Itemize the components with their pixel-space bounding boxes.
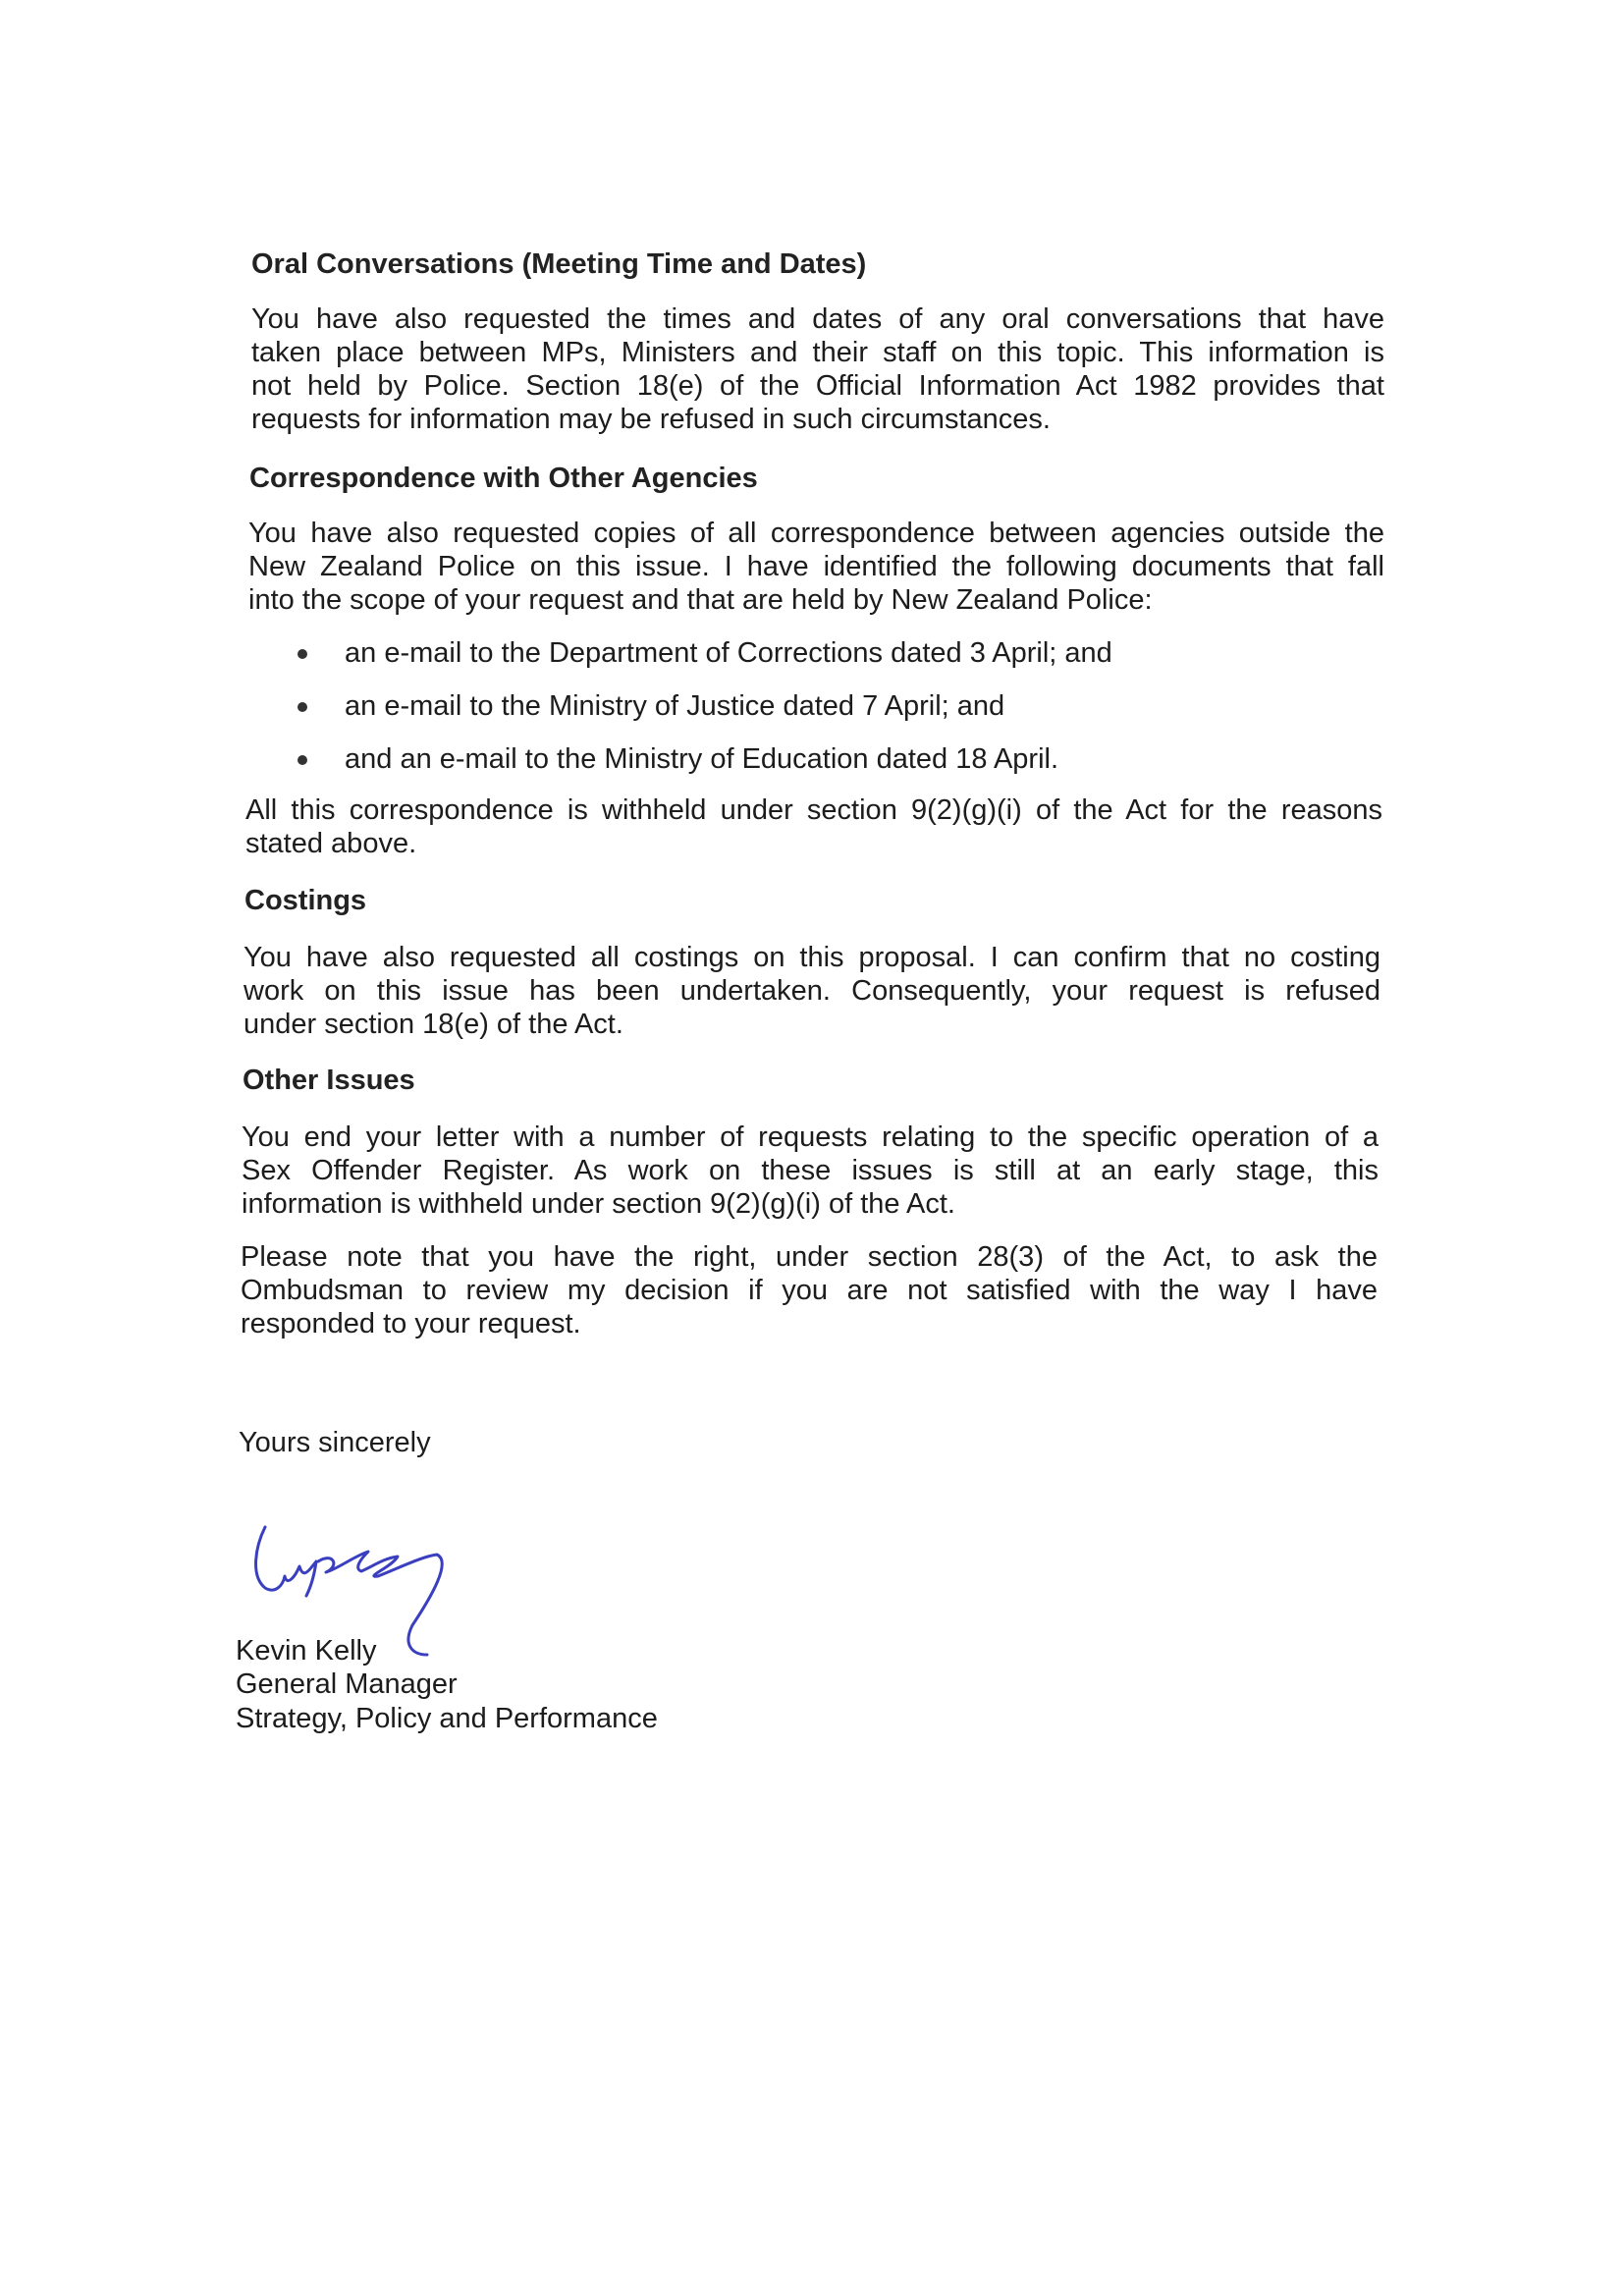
list-item: an e-mail to the Ministry of Justice dated 7 April; and xyxy=(345,690,1005,722)
paragraph-line: information is withheld under section 9(2)(g)(i) of the Act. xyxy=(242,1188,955,1220)
paragraph-line: Ombudsman to review my decision if you are not satisfied with the way I have xyxy=(241,1275,1378,1306)
bullet-icon xyxy=(298,755,307,765)
signatory-department: Strategy, Policy and Performance xyxy=(236,1703,658,1734)
paragraph-line: You have also requested all costings on this proposal. I can confirm that no costing xyxy=(243,942,1380,973)
paragraph-line: under section 18(e) of the Act. xyxy=(243,1009,623,1040)
paragraph-line: taken place between MPs, Ministers and their staff on this topic. This information is xyxy=(251,337,1384,368)
paragraph-line: New Zealand Police on this issue. I have identified the following documents that fall xyxy=(248,551,1384,582)
paragraph-line: All this correspondence is withheld under section 9(2)(g)(i) of the Act for the reasons xyxy=(245,794,1382,826)
bullet-icon xyxy=(298,702,307,712)
paragraph-line: requests for information may be refused in such circumstances. xyxy=(251,404,1051,435)
closing-salutation: Yours sincerely xyxy=(239,1427,431,1458)
paragraph-line: You have also requested the times and dates of any oral conversations that have xyxy=(251,303,1384,335)
paragraph-line: not held by Police. Section 18(e) of the Official Information Act 1982 provides that xyxy=(251,370,1384,402)
heading-oral-conversations: Oral Conversations (Meeting Time and Dates) xyxy=(251,248,867,280)
heading-costings: Costings xyxy=(244,885,367,916)
paragraph-line: responded to your request. xyxy=(241,1308,581,1339)
paragraph-line: Sex Offender Register. As work on these issues is still at an early stage, this xyxy=(242,1155,1379,1186)
paragraph-line: Please note that you have the right, under section 28(3) of the Act, to ask the xyxy=(241,1241,1378,1273)
paragraph-line: You end your letter with a number of requests relating to the specific operation of a xyxy=(242,1121,1379,1153)
heading-correspondence: Correspondence with Other Agencies xyxy=(249,463,758,494)
heading-other-issues: Other Issues xyxy=(243,1065,415,1096)
paragraph-line: work on this issue has been undertaken. Consequently, your request is refused xyxy=(243,975,1380,1007)
list-item: and an e-mail to the Ministry of Education dated 18 April. xyxy=(345,743,1059,775)
signatory-title: General Manager xyxy=(236,1668,458,1700)
paragraph-line: You have also requested copies of all correspondence between agencies outside the xyxy=(248,518,1384,549)
paragraph-line: into the scope of your request and that are held by New Zealand Police: xyxy=(248,584,1153,616)
bullet-icon xyxy=(298,649,307,659)
paragraph-line: stated above. xyxy=(245,828,417,859)
signatory-name: Kevin Kelly xyxy=(236,1635,377,1667)
list-item: an e-mail to the Department of Corrections dated 3 April; and xyxy=(345,637,1112,669)
